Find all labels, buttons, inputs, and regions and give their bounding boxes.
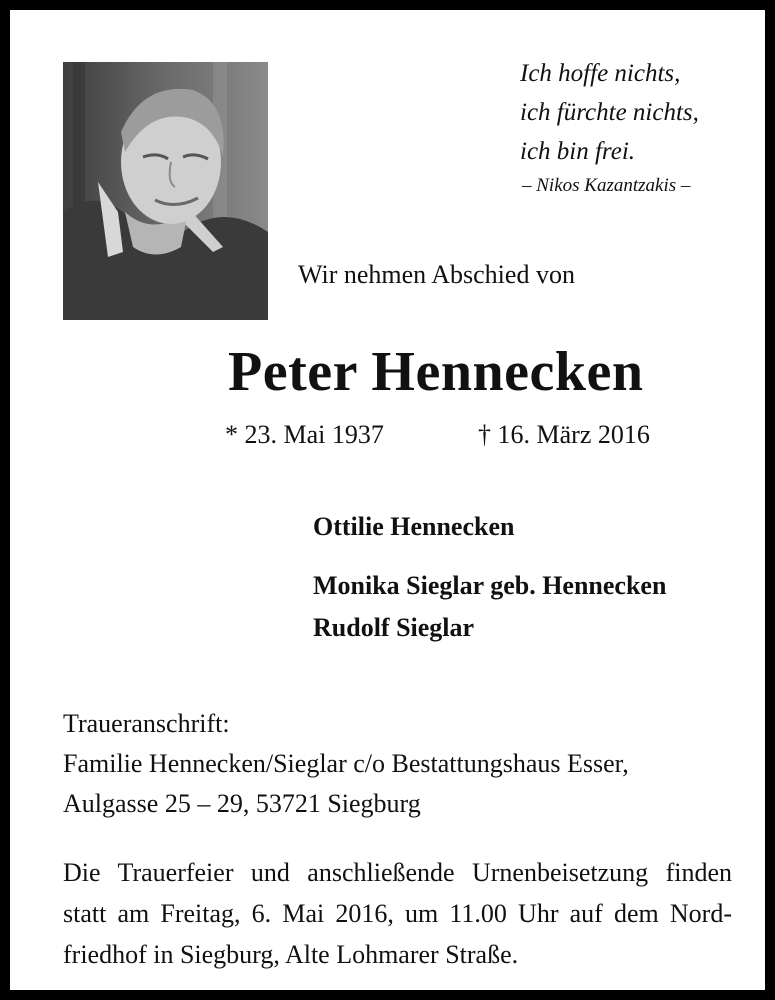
mourner-name: Rudolf Sieglar	[313, 613, 475, 642]
epigraph-quote	[520, 54, 699, 201]
deceased-name: Peter Hennecken	[228, 341, 644, 403]
mourning-address	[63, 704, 629, 824]
service-line-1: Die Trauerfeier und anschließende Urnenbeisetzung finden	[63, 858, 732, 887]
service-line-2: statt am Freitag, 6. Mai 2016, um 11.00 Uhr auf dem Nord-	[63, 899, 732, 928]
farewell-intro: Wir nehmen Abschied von	[298, 260, 575, 289]
service-line-3: friedhof in Siegburg, Alte Lohmarer Straße.	[63, 940, 519, 969]
quote-line-3: ich bin frei.	[520, 138, 636, 165]
quote-line-1: Ich hoffe nichts,	[520, 60, 681, 87]
funeral-service-notice	[63, 852, 732, 975]
birth-date: * 23. Mai 1937	[225, 420, 384, 449]
quote-author: – Nikos Kazantzakis –	[522, 175, 691, 196]
address-label: Traueranschrift:	[63, 709, 230, 738]
mourner-name: Ottilie Hennecken	[313, 512, 515, 541]
quote-line-2: ich fürchte nichts,	[520, 99, 699, 126]
mourner-name: Monika Sieglar geb. Hennecken	[313, 571, 667, 600]
portrait-illustration	[63, 62, 268, 320]
portrait-photo	[63, 62, 268, 320]
death-date: † 16. März 2016	[478, 420, 650, 449]
address-line-2: Aulgasse 25 – 29, 53721 Siegburg	[63, 789, 421, 818]
address-line-1: Familie Hennecken/Sieglar c/o Bestattungshaus Esser,	[63, 749, 629, 778]
